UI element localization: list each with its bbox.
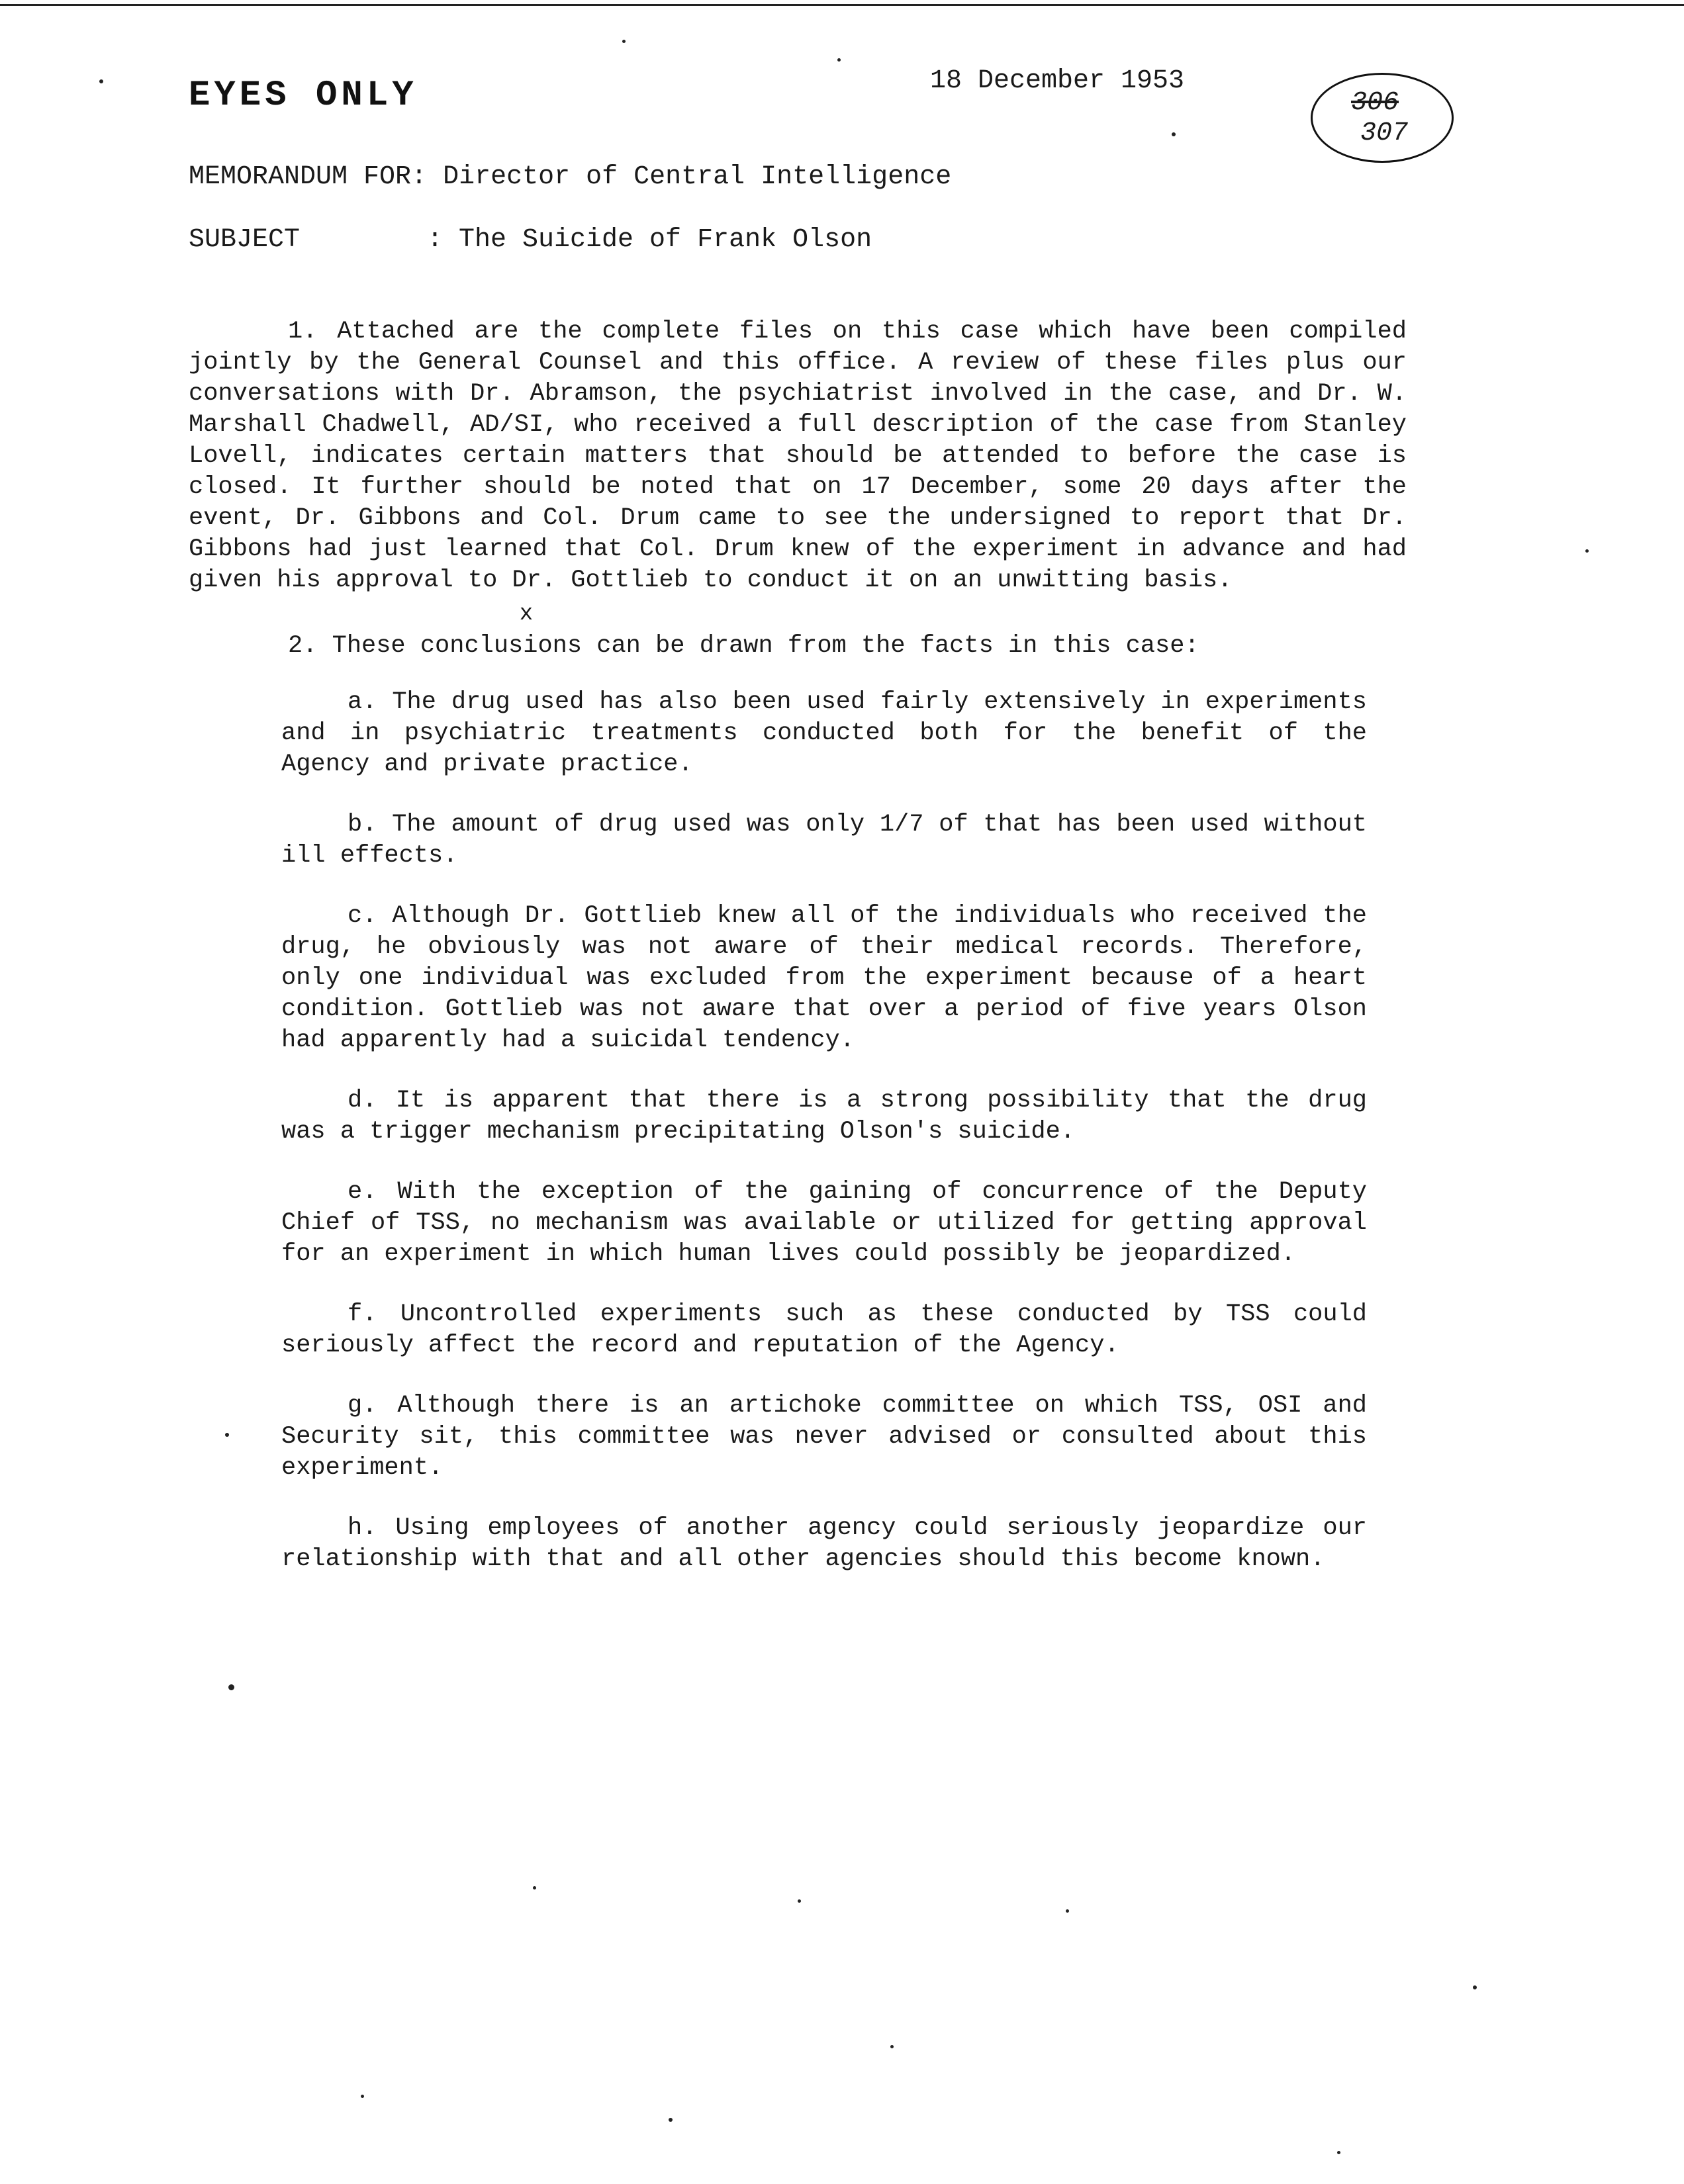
top-rule (0, 4, 1684, 6)
scan-speck (669, 2118, 673, 2122)
conclusion-e: e. With the exception of the gaining of concurrence of the Deputy Chief of TSS, no mechanism was available or utilized for getting approval for an experiment in which human lives could possibly be jeopardized. (281, 1178, 1367, 1268)
classification-stamp (189, 75, 418, 116)
scan-speck (1337, 2151, 1340, 2154)
memo-for-value: Director of Central Intelligence (443, 162, 952, 192)
scan-speck (99, 79, 103, 83)
subject-label: SUBJECT (189, 225, 301, 255)
page-number: 307 (1360, 118, 1409, 148)
scan-speck (1172, 132, 1176, 136)
memo-for-label: MEMORANDUM FOR: (189, 162, 428, 192)
margin-mark: x (519, 602, 534, 627)
subject-line (189, 225, 872, 255)
scan-speck (622, 40, 626, 43)
scan-speck (225, 1433, 229, 1437)
scan-speck (1066, 1909, 1069, 1913)
scan-speck (798, 1899, 801, 1903)
scan-speck (228, 1684, 234, 1690)
scan-speck (890, 2045, 894, 2048)
conclusion-f: f. Uncontrolled experiments such as these conducted by TSS could seriously affect the record and reputation of the Agency. (281, 1300, 1367, 1359)
classification-text: EYES ONLY (189, 75, 418, 116)
conclusion-c: c. Although Dr. Gottlieb knew all of the individuals who received the drug, he obviously was not aware of their medical records. Therefore, only one individual was excluded from the experiment because of a heart condition. Gottlieb was not aware that over a period of five years Olson had apparently had a suicidal tendency. (281, 902, 1367, 1054)
page-number-circle (1311, 73, 1454, 163)
subject-value: : The Suicide of Frank Olson (427, 225, 872, 255)
conclusion-h: h. Using employees of another agency could seriously jeopardize our relationship with that and all other agencies should this become known. (281, 1514, 1367, 1573)
scan-speck (361, 2095, 364, 2098)
scan-speck (837, 58, 841, 62)
conclusion-a: a. The drug used has also been used fairly extensively in experiments and in psychiatric treatments conducted both for the benefit of the Agency and private practice. (281, 688, 1367, 778)
conclusion-d: d. It is apparent that there is a strong possibility that the drug was a trigger mechanism precipitating Olson's suicide. (281, 1087, 1367, 1146)
memo-date: 18 December 1953 (930, 66, 1185, 96)
crossed-page-number: 306 (1351, 88, 1399, 118)
conclusion-b: b. The amount of drug used was only 1/7 of that has been used without ill effects. (281, 811, 1367, 870)
paragraph-2: 2. These conclusions can be drawn from the facts in this case: (288, 632, 1199, 660)
memo-for-line (189, 162, 951, 192)
scan-speck (1473, 1985, 1477, 1989)
scan-speck (1585, 549, 1589, 553)
memo-body (189, 316, 1407, 1604)
paragraph-1: 1. Attached are the complete files on this case which have been compiled jointly by the General Counsel and this office. A review of these files plus our conversations with Dr. Abramson, the psychiatrist involved in the case, and Dr. W. Marshall Chadwell, AD/SI, who received a full description of the case from Stanley Lovell, indicates certain matters that should be attended to before the case is closed. It further should be noted that on 17 December, some 20 days after the event, Dr. Gibbons and Col. Drum came to see the undersigned to report that Dr. Gibbons had just learned that Col. Drum knew of the experiment in advance and had given his approval to Dr. Gottlieb to conduct it on an unwitting basis. (189, 318, 1407, 594)
conclusion-g: g. Although there is an artichoke committee on which TSS, OSI and Security sit, this committee was never advised or consulted about this experiment. (281, 1392, 1367, 1482)
scan-speck (533, 1886, 536, 1889)
